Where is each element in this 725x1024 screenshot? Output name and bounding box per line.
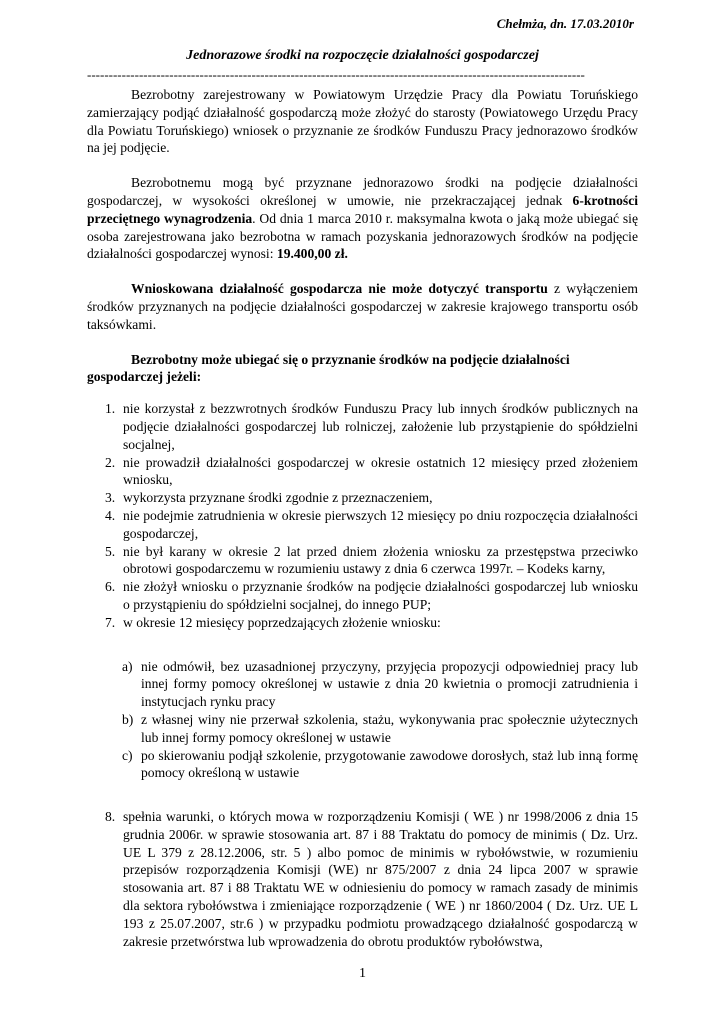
list-item: 1. nie korzystał z bezzwrotnych środków Funduszu Pracy lub innych środków publicznych na podjęcie działalności gospodarczej lub rolniczej, założenie lub przystąpienie do spółdzielni socjalnej, [105,401,638,452]
list-item: 5. nie był karany w okresie 2 lat przed dniem złożenia wniosku za przestępstwa przeciwko obrotowi gospodarczemu w rozumieniu ustawy z dnia 6 czerwca 1997r. – Kodeks karny, [105,543,638,577]
list-item: 6. nie złożył wniosku o przyznanie środków na podjęcie działalności gospodarczej lub wniosku o przystąpieniu do spółdzielni socjalnej, do innego PUP; [105,579,638,612]
amount-bold-multiplier: 6-krotności przeciętnego wynagrodzenia [87,192,638,226]
list-item: 2. nie prowadził działalności gospodarczej w okresie ostatnich 12 miesięcy przed złożeniem wniosku, [105,454,638,488]
amount-text-2: . Od dnia 1 marca 2010 r. maksymalna kwota o jaką może ubiegać się osoba zarejestrowana jako bezrobotna w ramach pozyskania jednorazowych środków na podjęcie działalności gospodarczej wynosi: [87,210,638,262]
sublist-item: b) z własnej winy nie przerwał szkolenia, stażu, wykonywania prac społecznie użytecznych lub innej formy pomocy określonej w ustawie [122,711,638,745]
sublist-item: a) nie odmówił, bez uzasadnionej przyczyny, przyjęcia propozycji odpowiedniej pracy lub innej formy pomocy określonej w ustawie z dnia 20 kwietnia o promocji zatrudnienia i instytucjach rynku pracy [122,658,638,710]
sublist-item: c) po skierowaniu podjął szkolenie, przygotowanie zawodowe dorosłych, staż lub inną formę pomocy określoną w ustawie [122,747,638,781]
conditions-heading: Bezrobotny może ubiegać się o przyznanie środków na podjęcie działalności gospodarczej jeżeli: [87,351,570,385]
list-item: 4. nie podejmie zatrudnienia w okresie pierwszych 12 miesięcy po dniu rozpoczęcia działalności gospodarczej, [105,507,638,541]
transport-bold: Wnioskowana działalność gospodarcza nie może dotyczyć transportu [131,281,548,297]
list-item: 7. w okresie 12 miesięcy poprzedzających złożenie wniosku: [105,614,441,630]
amount-bold-value: 19.400,00 zł. [276,246,348,262]
paragraph-amount [87,174,638,263]
transport-text: z wyłączeniem środków przyznanych na podjęcie działalności gospodarczej w zakresie krajowego transportu osób taksówkami. [87,281,638,332]
dashed-separator: ------------------------------------------------------------------------------------------------------------------- [87,68,585,82]
document-body [87,86,638,950]
list-item: 3. wykorzysta przyznane środki zgodnie z przeznaczeniem, [105,490,433,506]
amount-text-1: Bezrobotnemu mogą być przyznane jednorazowo środki na podjęcie działalności gospodarczej, w wysokości określonej w umowie, nie przekraczającej jednak [87,175,638,208]
list-item: 8. spełnia warunki, o których mowa w rozporządzeniu Komisji ( WE ) nr 1998/2006 z dnia 15 grudnia 2006r. w sprawie stosowania art. 87 i 88 Traktatu do pomocy de minimis ( Dz. Urz. UE L 379 z 28.12.2006, str. 5 ) albo pomoc de minimis w rybołówstwie, w rozumieniu przepisów rozporządzenia Komisji (WE) nr 875/2007 z dnia 24 lipca 2007 w sprawie stosowania art. 87 i 88 Traktatu WE w odniesieniu do pomocy w ramach zasady de minimis dla sektora rybołówstwa i zmieniające rozporządzenie ( WE ) nr 1860/2004 ( Dz. Urz. UE L 193 z 25.07.2007, str.6 ) w przypadku podmiotu prowadzącego działalność gospodarczą w zakresie przetwórstwa lub wprowadzenia do obrotu produktów rybołówstwa, [105,809,638,949]
conditions-sublist [87,658,638,783]
paragraph-transport [87,280,638,333]
page-number: 1 [359,966,366,981]
paragraph-intro: Bezrobotny zarejestrowany w Powiatowym Urzędzie Pracy dla Powiatu Toruńskiego zamierzający podjąć działalność gospodarczą może złożyć do starosty (Powiatowego Urzędu Pracy dla Powiatu Toruńskiego) wniosek o przyznanie ze środków Funduszu Pracy jednorazowo środków na jej podjęcie. [87,87,638,156]
document-title: Jednorazowe środki na rozpoczęcie działalności gospodarczej [186,48,539,63]
conditions-list [87,400,638,631]
document-date: Chełmża, dn. 17.03.2010r [496,16,634,31]
conditions-list-continued [87,808,638,950]
paragraph-conditions-heading [87,351,638,387]
